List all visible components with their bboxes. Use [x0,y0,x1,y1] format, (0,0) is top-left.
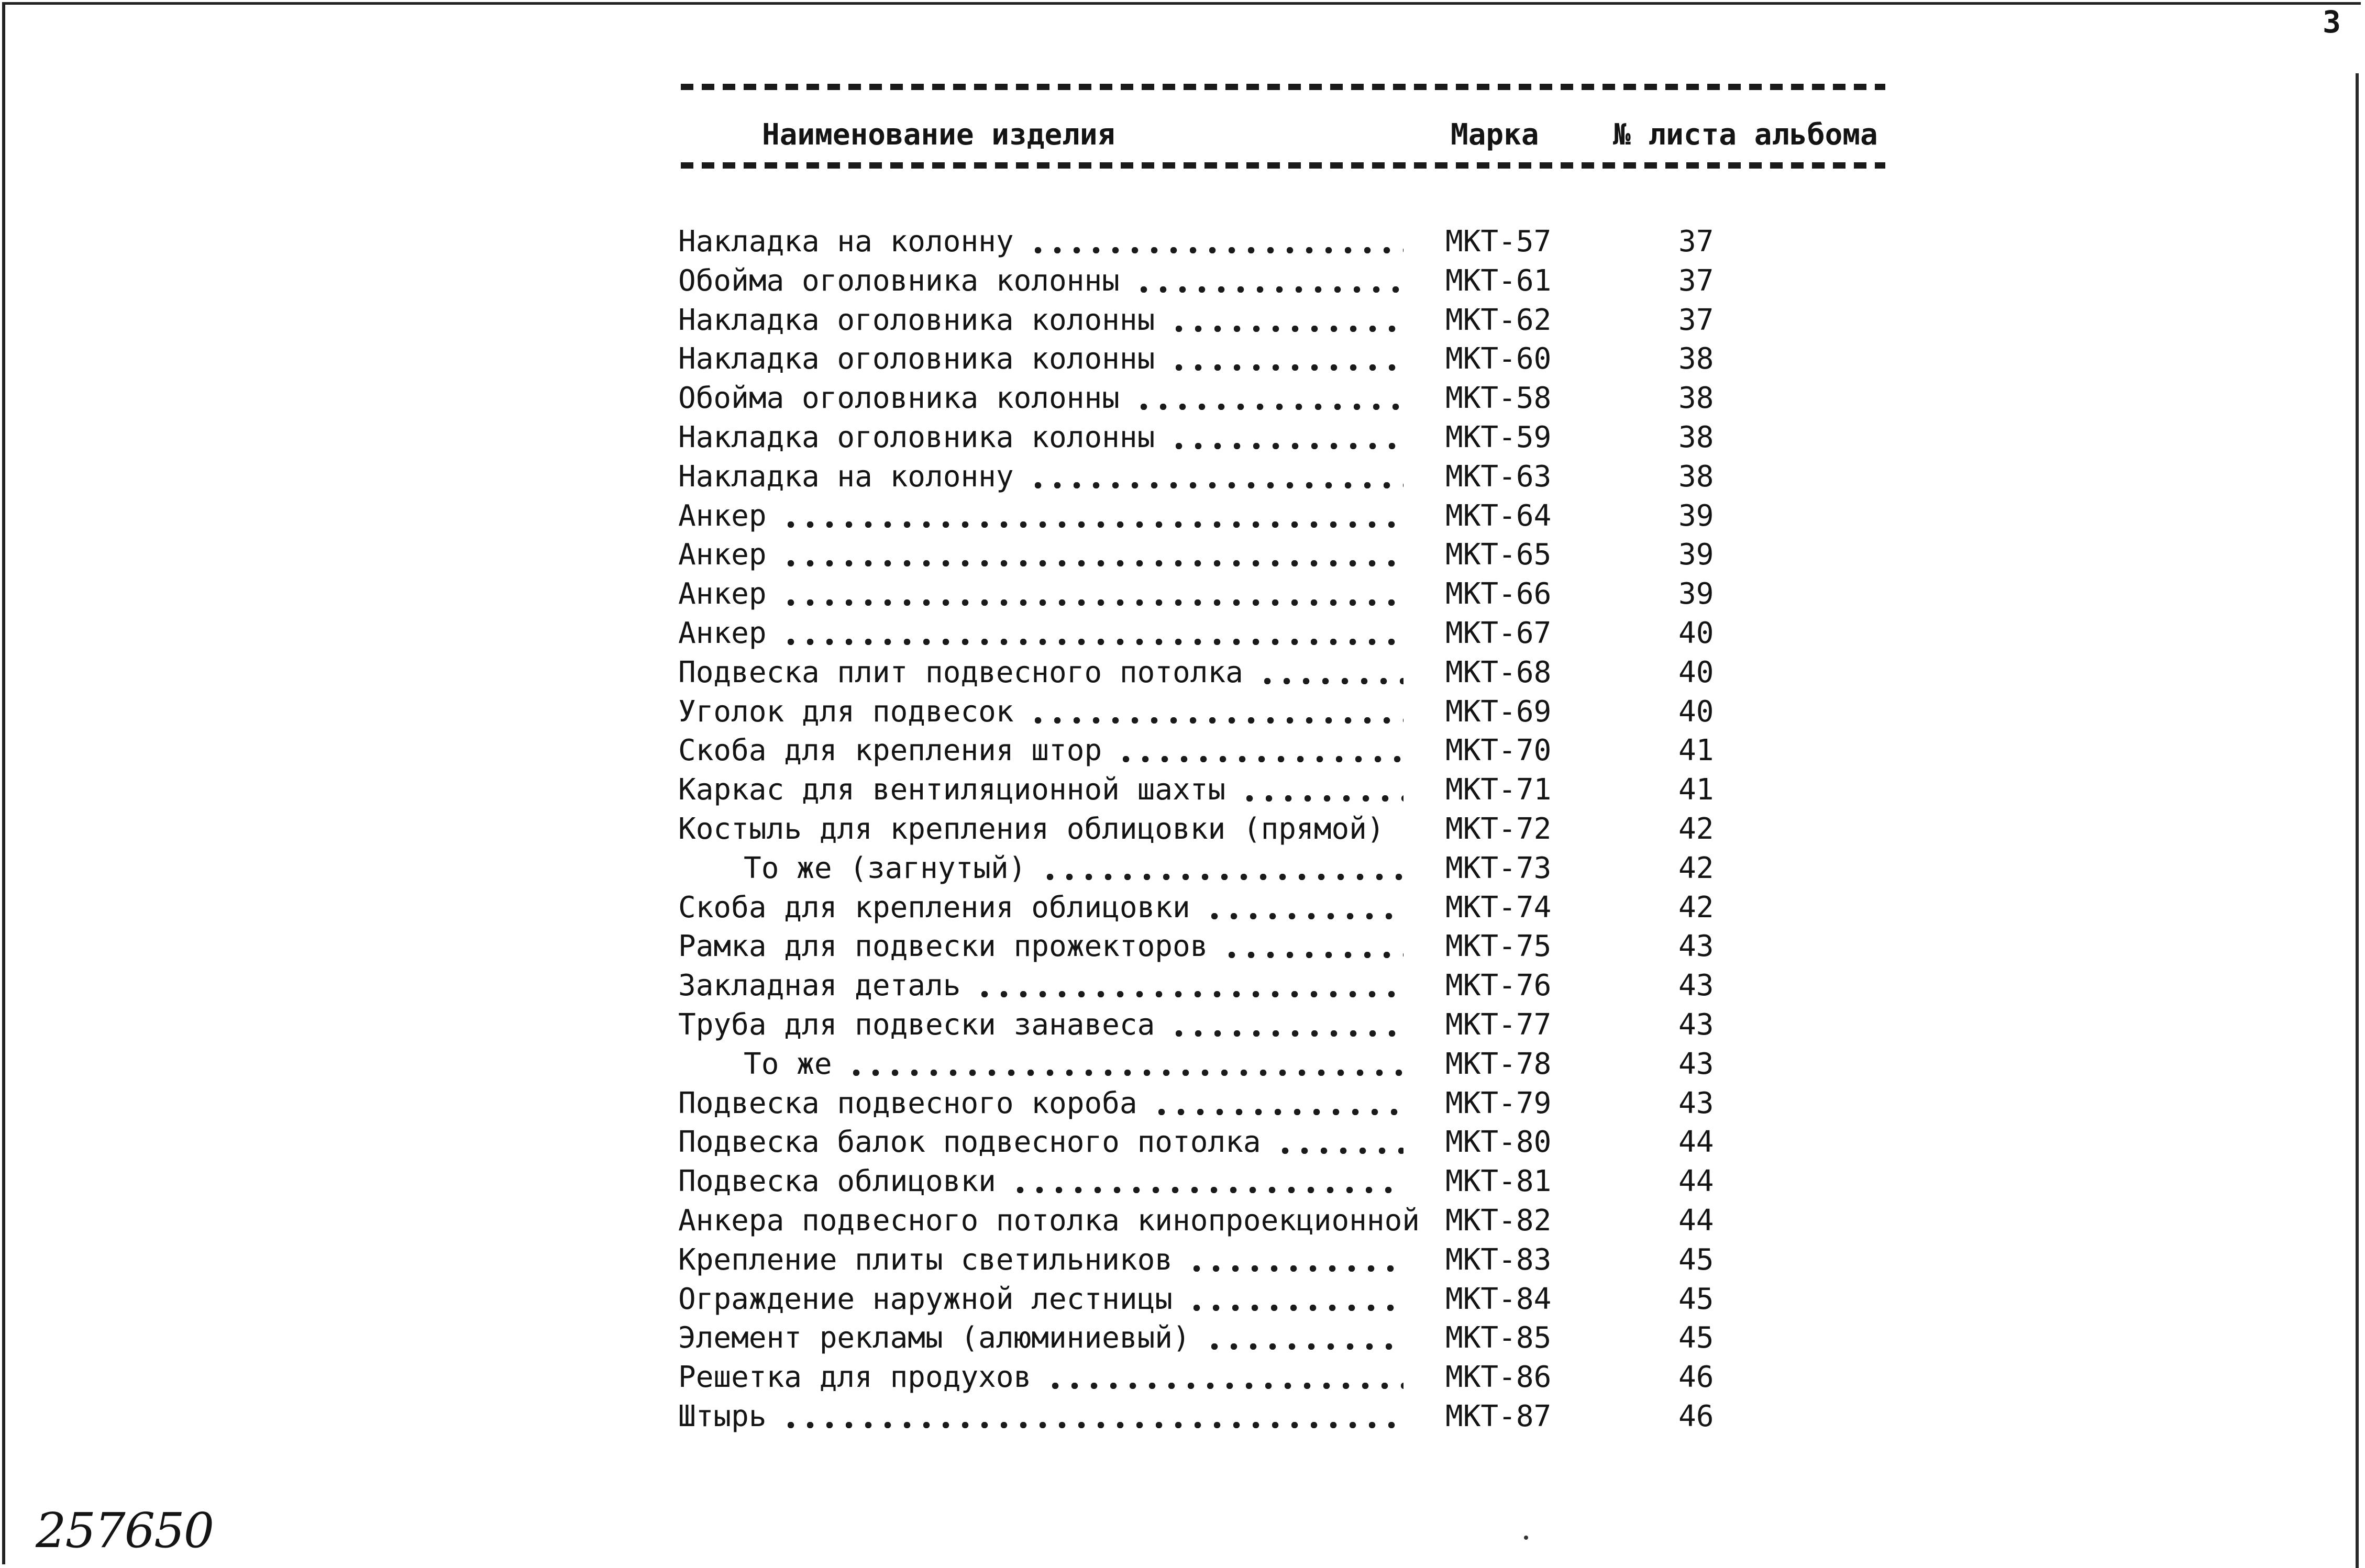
dot-leader [788,1422,1403,1428]
item-sheet-number: 37 [1678,303,1714,337]
table-row [678,536,1935,575]
header-mark: Марка [1451,118,1539,152]
item-mark: МКТ-57 [1445,225,1552,259]
table-row [678,614,1935,653]
item-mark: МКТ-58 [1445,381,1552,416]
item-mark: МКТ-87 [1445,1399,1552,1433]
table-row [678,1397,1935,1437]
item-name: Анкер [678,498,767,533]
item-name: Скоба для крепления облицовки [678,890,1190,925]
item-sheet-number: 38 [1678,342,1714,376]
dot-leader [981,991,1403,997]
table-row [678,888,1935,928]
item-mark: МКТ-70 [1445,733,1552,768]
item-mark: МКТ-82 [1445,1203,1552,1238]
table-row [678,731,1935,771]
item-sheet-number: 38 [1678,459,1714,494]
table-row [678,849,1935,888]
dot-leader [1141,286,1403,293]
item-sheet-number: 45 [1678,1282,1714,1316]
item-sheet-number: 39 [1678,538,1714,572]
dot-leader [1211,1343,1403,1350]
dot-leader [788,521,1403,528]
item-name: Подвеска балок подвесного потолка [678,1125,1261,1160]
item-mark: МКТ-69 [1445,694,1552,729]
item-mark: МКТ-77 [1445,1007,1552,1042]
item-sheet-number: 43 [1678,1007,1714,1042]
page-right-edge [2356,73,2359,1568]
table-row [678,379,1935,418]
stray-mark [1524,1536,1528,1540]
item-mark: МКТ-61 [1445,263,1552,298]
dot-leader [1176,364,1403,371]
item-sheet-number: 45 [1678,1321,1714,1355]
item-mark: МКТ-80 [1445,1125,1552,1160]
dot-leader [1017,1187,1403,1193]
dot-leader [1123,756,1403,762]
table-row [678,1202,1935,1241]
item-name: Решетка для продухов [678,1360,1032,1395]
item-mark: МКТ-85 [1445,1321,1552,1355]
item-mark: МКТ-59 [1445,420,1552,454]
item-sheet-number: 44 [1678,1203,1714,1238]
item-name: Накладка оголовника колонны [678,420,1155,454]
item-sheet-number: 46 [1678,1399,1714,1433]
item-mark: МКТ-79 [1445,1086,1552,1120]
table-row [678,1006,1935,1045]
table-row [678,575,1935,614]
item-mark: МКТ-73 [1445,851,1552,885]
item-name: То же [744,1047,832,1081]
product-table [678,223,1935,1437]
item-name: Ограждение наружной лестницы [678,1282,1173,1316]
dot-leader [1229,952,1403,958]
dot-leader [1047,874,1403,880]
dot-leader [1141,404,1403,410]
item-name: Элемент рекламы (алюминиевый) [678,1321,1190,1355]
table-row [678,458,1935,497]
item-name: Костыль для крепления облицовки (прямой) [678,811,1385,846]
item-sheet-number: 45 [1678,1242,1714,1277]
item-sheet-number: 43 [1678,969,1714,1003]
header-top-rule [681,84,1885,90]
table-row [678,966,1935,1006]
item-sheet-number: 42 [1678,851,1714,885]
item-name: Обойма оголовника колонны [678,381,1120,416]
item-mark: МКТ-72 [1445,811,1552,846]
dot-leader [1052,1383,1403,1389]
item-sheet-number: 43 [1678,929,1714,964]
dot-leader [1211,913,1403,919]
table-row [678,262,1935,301]
item-mark: МКТ-84 [1445,1282,1552,1316]
dot-leader [1246,795,1403,802]
item-name: Закладная деталь [678,969,961,1003]
item-sheet-number: 40 [1678,655,1714,690]
item-mark: МКТ-83 [1445,1242,1552,1277]
table-row [678,223,1935,262]
item-sheet-number: 40 [1678,616,1714,650]
item-sheet-number: 41 [1678,773,1714,807]
item-name: Подвеска облицовки [678,1164,996,1199]
item-mark: МКТ-71 [1445,773,1552,807]
item-mark: МКТ-64 [1445,498,1552,533]
item-name: Анкер [678,616,767,650]
item-mark: МКТ-65 [1445,538,1552,572]
table-row [678,1319,1935,1358]
dot-leader [1158,1109,1403,1115]
header-bottom-rule [681,162,1885,169]
table-row [678,1241,1935,1280]
item-name: Рамка для подвески прожекторов [678,929,1208,964]
item-name: Анкер [678,577,767,611]
table-row [678,1280,1935,1319]
dot-leader [1176,1030,1403,1037]
item-mark: МКТ-86 [1445,1360,1552,1395]
item-sheet-number: 42 [1678,811,1714,846]
dot-leader [853,1070,1403,1076]
item-mark: МКТ-75 [1445,929,1552,964]
item-sheet-number: 42 [1678,890,1714,925]
dot-leader [1035,482,1403,488]
table-row [678,418,1935,458]
item-sheet-number: 38 [1678,381,1714,416]
header-name: Наименование изделия [762,118,1115,152]
item-sheet-number: 37 [1678,263,1714,298]
item-name: Уголок для подвесок [678,694,1014,729]
item-mark: МКТ-67 [1445,616,1552,650]
item-mark: МКТ-63 [1445,459,1552,494]
table-row [678,497,1935,536]
table-row [678,301,1935,340]
item-name: Анкер [678,538,767,572]
dot-leader [1176,443,1403,449]
dot-leader [1193,1265,1403,1272]
header-sheet: № листа альбома [1613,118,1878,152]
item-sheet-number: 40 [1678,694,1714,729]
item-sheet-number: 38 [1678,420,1714,454]
item-name: Обойма оголовника колонны [678,263,1120,298]
item-mark: МКТ-60 [1445,342,1552,376]
table-row [678,340,1935,379]
dot-leader [788,599,1403,606]
item-sheet-number: 39 [1678,577,1714,611]
item-name: То же (загнутый) [744,851,1026,885]
table-row [678,927,1935,966]
table-row [678,653,1935,693]
table-row [678,1358,1935,1397]
table-row [678,771,1935,810]
item-sheet-number: 44 [1678,1125,1714,1160]
item-sheet-number: 46 [1678,1360,1714,1395]
item-sheet-number: 37 [1678,225,1714,259]
item-mark: МКТ-81 [1445,1164,1552,1199]
item-name: Крепление плиты светильников [678,1242,1173,1277]
item-mark: МКТ-78 [1445,1047,1552,1081]
dot-leader [1264,678,1403,684]
item-mark: МКТ-74 [1445,890,1552,925]
item-name: Подвеска подвесного короба [678,1086,1137,1120]
dot-leader [788,560,1403,566]
item-name: Труба для подвески занавеса [678,1007,1155,1042]
dot-leader [1035,247,1403,253]
item-name: Подвеска плит подвесного потолка [678,655,1243,690]
item-name: Каркас для вентиляционной шахты [678,773,1226,807]
item-name: Анкера подвесного потолка кинопроекционной [678,1203,1420,1238]
item-name: Скоба для крепления штор [678,733,1102,768]
item-sheet-number: 44 [1678,1164,1714,1199]
table-row [678,1123,1935,1162]
page-number: 3 [2323,4,2341,40]
item-sheet-number: 41 [1678,733,1714,768]
dot-leader [1035,717,1403,724]
table-row [678,1162,1935,1202]
item-mark: МКТ-66 [1445,577,1552,611]
table-row [678,1084,1935,1124]
item-name: Накладка оголовника колонны [678,303,1155,337]
item-sheet-number: 43 [1678,1086,1714,1120]
table-row [678,810,1935,849]
handwritten-note: 257650 [36,1503,214,1559]
item-mark: МКТ-62 [1445,303,1552,337]
item-sheet-number: 43 [1678,1047,1714,1081]
table-row [678,1045,1935,1084]
item-mark: МКТ-76 [1445,969,1552,1003]
dot-leader [1282,1148,1403,1154]
dot-leader [1176,326,1403,332]
dot-leader [1193,1305,1403,1311]
item-name: Накладка на колонну [678,459,1014,494]
item-name: Накладка на колонну [678,225,1014,259]
table-row [678,693,1935,732]
item-sheet-number: 39 [1678,498,1714,533]
item-mark: МКТ-68 [1445,655,1552,690]
dot-leader [788,639,1403,645]
item-name: Накладка оголовника колонны [678,342,1155,376]
item-name: Штырь [678,1399,767,1433]
